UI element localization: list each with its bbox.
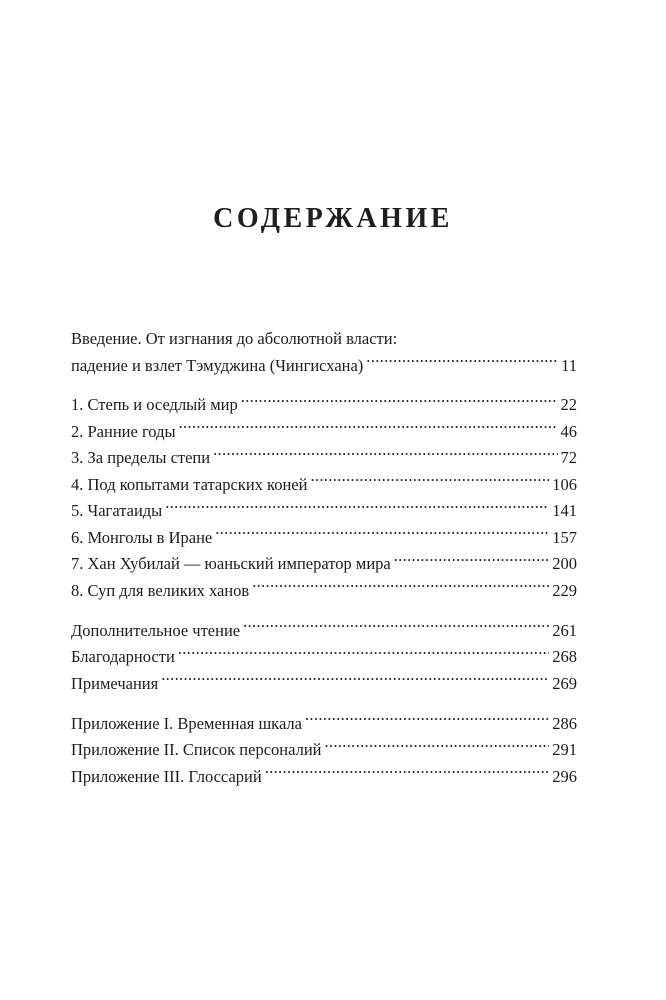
toc-entry-label: Примечания — [71, 673, 159, 693]
toc-entry-label: 3. За пределы степи — [71, 448, 211, 467]
dot-leader — [178, 646, 549, 663]
toc-entry-appendix-3[interactable] — [71, 764, 577, 791]
toc-entry-label: 2. Ранние годы — [71, 421, 176, 441]
toc-page-number: 268 — [552, 647, 577, 666]
toc-entry-chapter-8[interactable] — [71, 578, 577, 605]
toc-page-number: 286 — [552, 713, 577, 733]
toc-page-number: 72 — [560, 448, 577, 467]
toc-page-number: 46 — [560, 421, 577, 441]
page-title: СОДЕРЖАНИЕ — [213, 203, 453, 234]
toc-entry-chapter-2[interactable] — [71, 419, 577, 446]
dot-leader — [165, 500, 549, 517]
toc-entry-label: 7. Хан Хубилай — юаньский император мира — [71, 554, 391, 573]
toc-entry-chapter-5[interactable] — [71, 498, 577, 525]
dot-leader — [252, 579, 549, 596]
toc-entry-label: 1. Степь и оседлый мир — [71, 395, 238, 414]
toc-page-number: 296 — [552, 766, 577, 786]
dot-leader — [305, 712, 549, 729]
dot-leader — [215, 526, 549, 543]
toc-entry-appendix-1[interactable] — [71, 711, 577, 738]
toc-page-number: 22 — [560, 395, 577, 414]
toc-entry-acknowledgements[interactable] — [71, 644, 577, 671]
toc-entry-label: Благодарности — [71, 647, 175, 666]
dot-leader — [324, 739, 549, 756]
toc-entry-notes[interactable] — [71, 671, 577, 698]
dot-leader — [310, 473, 549, 490]
toc-page-number: 261 — [552, 620, 577, 640]
toc-intro-line-1 — [71, 326, 577, 353]
toc-intro-label-1: Введение. От изгнания до абсолютной власти: — [71, 329, 398, 348]
toc-page-number: 11 — [561, 355, 577, 375]
toc-page-number: 141 — [552, 501, 577, 520]
toc-entry-label: 6. Монголы в Иране — [71, 527, 213, 547]
dot-leader — [179, 420, 558, 437]
toc-entry-chapter-3[interactable] — [71, 445, 577, 472]
dot-leader — [366, 354, 558, 371]
toc-page-number: 269 — [552, 673, 577, 693]
toc-page-number: 291 — [552, 740, 577, 759]
toc-entry-label: Приложение II. Список персоналий — [71, 740, 322, 759]
dot-leader — [243, 619, 549, 636]
toc-entry-chapter-7[interactable] — [71, 551, 577, 578]
toc-entry-label: 4. Под копытами татарских коней — [71, 474, 308, 494]
toc-page-number: 106 — [552, 474, 577, 494]
toc-entry-label: Приложение III. Глоссарий — [71, 766, 262, 786]
toc-page-number: 200 — [552, 554, 577, 573]
toc-entry-label: Приложение I. Временная шкала — [71, 713, 302, 733]
dot-leader — [213, 447, 557, 464]
toc-entry-label: Дополнительное чтение — [71, 620, 241, 640]
toc-entry-intro[interactable] — [71, 353, 577, 380]
toc-entry-label: 8. Суп для великих ханов — [71, 580, 250, 600]
dot-leader — [394, 553, 550, 570]
toc-entry-chapter-1[interactable] — [71, 392, 577, 419]
dot-leader — [161, 672, 549, 689]
toc-intro-label-2: падение и взлет Тэмуджина (Чингисхана) — [71, 355, 364, 375]
toc-entry-label: 5. Чагатаиды — [71, 501, 163, 520]
toc-page-number: 157 — [552, 527, 577, 547]
toc-entry-chapter-4[interactable] — [71, 472, 577, 499]
toc-entry-further-reading[interactable] — [71, 618, 577, 645]
dot-leader — [241, 394, 558, 411]
dot-leader — [265, 765, 550, 782]
toc-entry-chapter-6[interactable] — [71, 525, 577, 552]
toc-entry-appendix-2[interactable] — [71, 737, 577, 764]
table-of-contents — [71, 326, 577, 790]
toc-page-number: 229 — [552, 580, 577, 600]
